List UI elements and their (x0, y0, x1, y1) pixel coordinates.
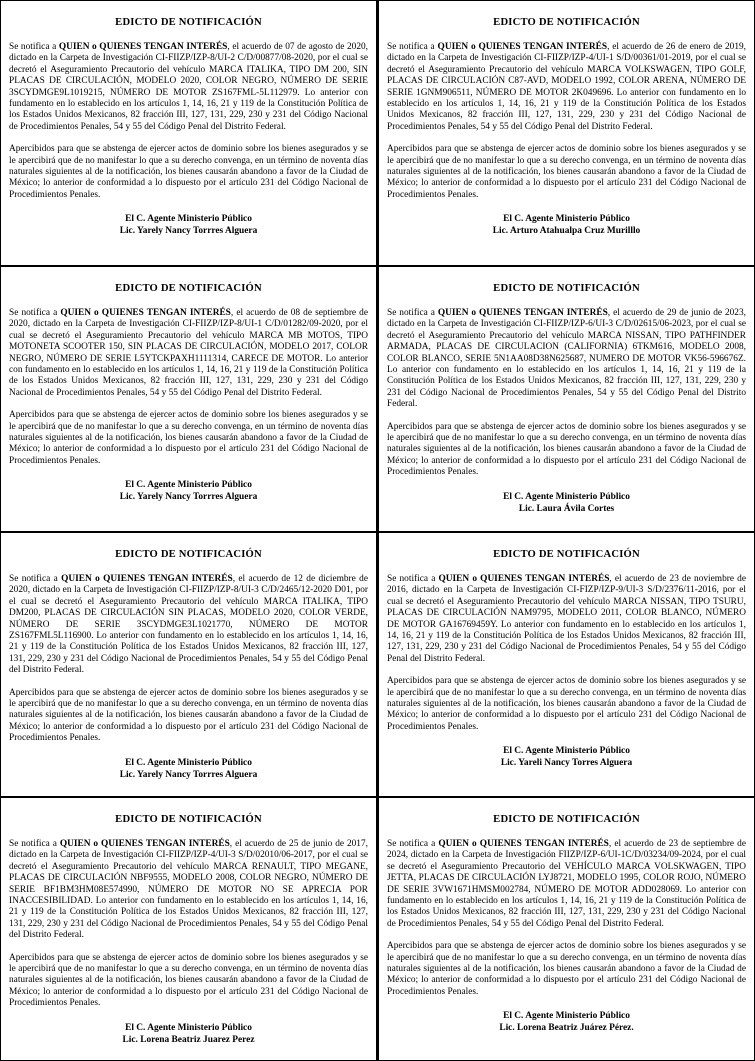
edict-warning: Apercibidos para que se abstenga de ejercer actos de dominio sobre los bienes asegurados y se le apercibirá que de no manifestar lo que a su derecho convenga, en un término de noventa días naturales siguientes al de la notificación, los bienes causarán abandono a favor de la Ciudad de México; lo anterior de conformidad a lo dispuesto por el artículo 231 del Código Nacional de Procedimientos Penales. (9, 687, 368, 744)
signature-role: El C. Agente Ministerio Público (125, 214, 252, 225)
edict-signature (9, 479, 368, 503)
signature-role: El C. Agente Ministerio Público (125, 480, 252, 491)
signature-name: Lic. Yarely Nancy Torrres Alguera (119, 226, 258, 237)
edict-card (0, 532, 377, 797)
edict-addressee: QUIEN o QUIENES TENGAN INTERÉS (438, 574, 610, 584)
edict-title: EDICTO DE NOTIFICACIÓN (115, 814, 262, 825)
edict-body (387, 308, 746, 411)
edict-title: EDICTO DE NOTIFICACIÓN (115, 283, 262, 294)
signature-role: El C. Agente Ministerio Público (503, 214, 630, 225)
edict-addressee: QUIEN o QUIENES TENGAN INTERÉS (437, 42, 608, 52)
signature-role: El C. Agente Ministerio Público (125, 1022, 252, 1033)
edict-warning: Apercibidos para que se abstenga de ejercer actos de dominio sobre los bienes asegurados y se le apercibirá que de no manifestar lo que a su derecho convenga, en un término de noventa días naturales siguientes al de la notificación, los bienes causarán abandono a favor de la Ciudad de México; lo anterior de conformidad a lo dispuesto por el artículo 231 del Código Nacional de Procedimientos Penales. (9, 952, 368, 1009)
edict-warning: Apercibidos para que se abstenga de ejercer actos de dominio sobre los bienes asegurados y se le apercibirá que de no manifestar lo que a su derecho convenga, en un término de noventa días naturales siguientes al de la notificación, los bienes causarán abandono a favor de la Ciudad de México; lo anterior de conformidad a lo dispuesto por el artículo 231 del Código Nacional de Procedimientos Penales. (387, 144, 746, 200)
edict-text: , el acuerdo de 29 de junio de 2023, dictado en la Carpeta de Investigación CI-FIIZP/IZP-6/UI-3 C/D/02615/06-2023, por el cual se decretó el Aseguramiento Precautorio del vehículo MARCA NISSAN, TIPO PATHFINDER ARMADA, PLACAS DE CIRCULACION (CALIFORNIA) 6TKM616, MODELO 2008, COLOR BLANCO, SERIE 5N1AA08D38N625687, NUMERO DE MOTOR VK56-596676Z. Lo anterior con fundamento en lo establecido en los artículos 1, 14, 16, 21 y 119 de la Constitución Política de los Estados Unidos Mexicanos, 82 fracción III, 127, 131, 229, 230 y 231 del Código Nacional de Procedimientos Penales, 54 y 55 del Código Penal del Distrito Federal. (387, 308, 746, 410)
signature-role: El C. Agente Ministerio Público (125, 757, 252, 768)
edict-text: , el acuerdo de 23 de noviembre de 2016, dictado en la Carpeta de Investigación CI-FIZP/IZP-9/UI-3 S/D/2376/11-2016, por el cual se decretó el Aseguramiento Precautorio del vehículo MARCA NISSAN, TIPO TSURU, PLACAS DE CIRCULACIÓN NAM9795, MODELO 2011, COLOR BLANCO, NÚMERO DE MOTOR GA16769459Y. Lo anterior con fundamento en lo establecido en los artículos 1, 14, 16, 21 y 119 de la Constitución Política de los Estados Unidos Mexicanos, 82 fracción III, 127, 131, 229, 230 y 231 del Código Nacional de Procedimientos Penales, 54 y 55 del Código Penal del Distrito Federal. (387, 574, 746, 664)
edict-warning: Apercibidos para que se abstenga de ejercer actos de dominio sobre los bienes asegurados y se le apercibirá que de no manifestar lo que a su derecho convenga, en un término de noventa días naturales siguientes al de la notificación, los bienes causarán abandono a favor de la Ciudad de México; lo anterior de conformidad a lo dispuesto por el artículo 231 del Código Nacional de Procedimientos Penales. (9, 410, 368, 466)
signature-name: Lic. Yareli Nancy Torres Alguera (500, 758, 633, 769)
edict-signature (9, 213, 368, 237)
edict-card (0, 266, 377, 532)
edict-lead: Se notifica a (387, 574, 439, 584)
edict-title: EDICTO DE NOTIFICACIÓN (493, 814, 640, 825)
edict-addressee: QUIEN o QUIENES TENGAN INTERÉS (59, 839, 230, 849)
edict-lead: Se notifica a (387, 308, 438, 318)
signature-name: Lic. Arturo Atahualpa Cruz Murilllo (492, 226, 641, 237)
edict-card (0, 0, 377, 266)
edict-addressee: QUIEN o QUIENES TENGAN INTERÉS (60, 308, 231, 318)
edict-signature (387, 213, 746, 237)
signature-role: El C. Agente Ministerio Público (503, 1011, 630, 1022)
edict-warning: Apercibidos para que se abstenga de ejercer actos de dominio sobre los bienes asegurados y se le apercibirá que de no manifestar lo que a su derecho convenga, en un término de noventa días naturales siguientes al de la notificación, los bienes causarán abandono a favor de la Ciudad de México; lo anterior de conformidad a lo dispuesto por el artículo 231 del Código Nacional de Procedimientos Penales. (387, 676, 746, 732)
edict-addressee: QUIEN o QUIENES TENGAN INTERÉS (438, 839, 609, 849)
edict-text: , el acuerdo de 12 de diciembre de 2020, dictado en la Carpeta de Investigación CI-FIIZP/IZP-8/UI-3 C/D/2465/12-2020 D01, por el cual se decretó el Aseguramiento Precautorio del vehículo MARCA ITALIKA, TIPO DM200, PLACAS DE CIRCULACIÓN SIN PLACAS, MODELO 2020, COLOR VERDE, NÚMERO DE SERIE 3SCYDMGE3L1021770, NÚMERO DE MOTOR ZS167FML5L116900. Lo anterior con fundamento en lo establecido en los artículos 1, 14, 16, 21 y 119 de la Constitución Política de los Estados Unidos Mexicanos, 82 fracción III, 127, 131, 229, 230 y 231 del Código Nacional de Procedimientos Penales, 54 y 55 del Código Penal del Distrito Federal. (9, 574, 368, 676)
edict-body (9, 574, 368, 677)
edict-text: , el acuerdo de 25 de junio de 2017, dictado en la Carpeta de Investigación CI-FIIZP/IZP-4/UI-3 S/D/02010/06-2017, por el cual se decretó el Aseguramiento Precautorio del vehículo MARCA RENAULT, TIPO MEGANE, PLACAS DE CIRCULACIÓN NBF9555, MODELO 2008, COLOR NEGRO, NÚMERO DE SERIE BF1BM3HM08E574990, NÚMERO DE MOTOR NO SE APRECIA POR INACCESIBILIDAD. Lo anterior con fundamento en lo establecido en los artículos 1, 14, 16, 21 y 119 de la Constitución Política de los Estados Unidos Mexicanos, 82 fracción III, 127, 131, 229, 230 y 231 del Código Nacional de Procedimientos Penales, 54 y 55 del Código Penal del Distrito Federal. (9, 839, 368, 941)
signature-role: El C. Agente Ministerio Público (503, 491, 630, 502)
edict-addressee: QUIEN o QUIENES TENGAN INTERÉS (58, 42, 228, 52)
signature-name: Lic. Yarely Nancy Torrres Alguera (119, 492, 258, 503)
edict-body (387, 42, 746, 133)
edict-title: EDICTO DE NOTIFICACIÓN (493, 549, 640, 560)
edict-signature (9, 1022, 368, 1046)
edict-text: , el acuerdo de 26 de enero de 2019, dictado en la Carpeta de Investigación CI-FIIZP/IZP-4/UI-1 S/D/00361/01-2019, por el cual se decretó el Aseguramiento Precautorio del vehículo MARCA VOLKSWAGEN, TIPO GOLF, PLACAS DE CIRCULACIÓN C87-AVD, MODELO 1992, COLOR ARENA, NÚMERO DE SERIE 1GNM906511, NÚMERO DE MOTOR 2K049696. Lo anterior con fundamento en lo establecido en los artículos 1, 14, 16, 21 y 119 de la Constitución Política de los Estados Unidos Mexicanos, 82 fracción III, 127, 131, 229, 230 y 231 del Código Nacional de Procedimientos Penales, 54 y 55 del Código Penal del Distrito Federal. (387, 42, 746, 132)
signature-name: Lic. Yarely Nancy Torrres Alguera (119, 769, 258, 780)
edict-body (9, 42, 368, 133)
signature-name: Lic. Laura Ávila Cortes (518, 503, 615, 514)
signature-name: Lic. Lorena Beatriz Juárez Pérez. (499, 1023, 634, 1034)
edict-card (377, 532, 755, 797)
signature-role: El C. Agente Ministerio Público (503, 746, 630, 757)
edict-body (9, 839, 368, 942)
edict-warning: Apercibidos para que se abstenga de ejercer actos de dominio sobre los bienes asegurados y se le apercibirá que de no manifestar lo que a su derecho convenga, en un término de noventa días naturales siguientes al de la notificación, los bienes causarán abandono a favor de la Ciudad de México; lo anterior de conformidad a lo dispuesto por el artículo 231 del Código Nacional de Procedimientos Penales. (9, 144, 368, 200)
edict-title: EDICTO DE NOTIFICACIÓN (493, 283, 640, 294)
edict-warning: Apercibidos para que se abstenga de ejercer actos de dominio sobre los bienes asegurados y se le apercibirá que de no manifestar lo que a su derecho convenga, en un término de noventa días naturales siguientes al de la notificación, los bienes causarán abandono a favor de la Ciudad de México; lo anterior de conformidad a lo dispuesto por el artículo 231 del Código Nacional de Procedimientos Penales. (387, 941, 746, 997)
edict-lead: Se notifica a (9, 574, 62, 584)
signature-name: Lic. Lorena Beatriz Juarez Perez (122, 1034, 255, 1045)
edict-addressee: QUIEN o QUIENES TENGAN INTERÉS (437, 308, 608, 318)
edict-card (377, 0, 755, 266)
edict-lead: Se notifica a (9, 308, 61, 318)
edict-warning: Apercibidos para que se abstenga de ejercer actos de dominio sobre los bienes asegurados y se le apercibirá que de no manifestar lo que a su derecho convenga, en un término de noventa días naturales siguientes al de la notificación, los bienes causarán abandono a favor de la Ciudad de México; lo anterior de conformidad a lo dispuesto por el artículo 231 del Código Nacional de Procedimientos Penales. (387, 421, 746, 478)
edict-card (0, 797, 377, 1061)
edict-signature (387, 491, 746, 515)
edict-title: EDICTO DE NOTIFICACIÓN (115, 549, 262, 560)
edict-body (387, 574, 746, 665)
edict-card (377, 797, 755, 1061)
edict-body (9, 308, 368, 399)
edict-title: EDICTO DE NOTIFICACIÓN (493, 17, 640, 28)
edict-title: EDICTO DE NOTIFICACIÓN (115, 17, 262, 28)
edict-lead: Se notifica a (387, 839, 439, 849)
edict-card (377, 266, 755, 532)
edict-lead: Se notifica a (9, 839, 60, 849)
edict-signature (9, 757, 368, 781)
edict-text: , el acuerdo de 08 de septiembre de 2020, dictado en la Carpeta de Investigación CI-FIIZP/IZP-8/UI-1 C/D/01282/09-2020, por el cual se decretó el Aseguramiento Precautorio del vehículo MARCA MB MOTOS, TIPO MOTONETA SCOOTER 150, SIN PLACAS DE CIRCULACIÓN, MODELO 2017, COLOR NEGRO, NÚMERO DE SERIE L5YTCKPAXH1111314, CARECE DE MOTOR. Lo anterior con fundamento en lo establecido en los artículos 1, 14, 16, 21 y 119 de la Constitución Política de los Estados Unidos Mexicanos, 82 fracción III, 127, 131, 229, 230 y 231 del Código Nacional de Procedimientos Penales, 54 y 55 del Código Penal del Distrito Federal. (9, 308, 368, 398)
edict-lead: Se notifica a (387, 42, 438, 52)
edict-lead: Se notifica a (9, 42, 59, 52)
edict-body (387, 839, 746, 930)
edict-signature (387, 1010, 746, 1034)
edict-text: , el acuerdo de 07 de agosto de 2020, dictado en la Carpeta de Investigación CI-FIIZP/IZP-8/UI-2 C/D/00877/08-2020, por el cual se decretó el Aseguramiento Precautorio del vehículo MARCA ITALIKA, TIPO DM 200, SIN PLACAS DE CIRCULACIÓN, MODELO 2020, COLOR NEGRO, NÚMERO DE SERIE 3SCYDMGE9L1019215, NÚMERO DE MOTOR ZS167FML-5L112979. Lo anterior con fundamento en lo establecido en los artículos 1, 14, 16, 21 y 119 de la Constitución Política de los Estados Unidos Mexicanos, 82 fracción III, 127, 131, 229, 230 y 231 del Código Nacional de Procedimientos Penales, 54 y 55 del Código Penal del Distrito Federal. (9, 42, 368, 132)
edict-signature (387, 745, 746, 769)
edict-addressee: QUIEN o QUIENES TENGAN INTERÉS (61, 574, 233, 584)
edict-text: , el acuerdo de 23 de septiembre de 2024, dictado en la Carpeta de Investigación FIIZP/IZP-6/UI-1C/D/03234/09-2024, por el cual se decretó el Aseguramiento Precautorio del VEHÍCULO MARCA VOLSKWAGEN, TIPO JETTA, PLACAS DE CIRCULACIÓN LYJ8721, MODELO 1995, COLOR ROJO, NÚMERO DE SERIE 3VW1671HMSM002784, NÚMERO DE MOTOR ADD028069. Lo anterior con fundamento en lo establecido en los artículos 1, 14, 16, 21 y 119 de la Constitución Política de los Estados Unidos Mexicanos, 82 fracción III, 127, 131, 229, 230 y 231 del Código Nacional de Procedimientos Penales, 54 y 55 del Código Penal del Distrito Federal. (387, 839, 746, 929)
